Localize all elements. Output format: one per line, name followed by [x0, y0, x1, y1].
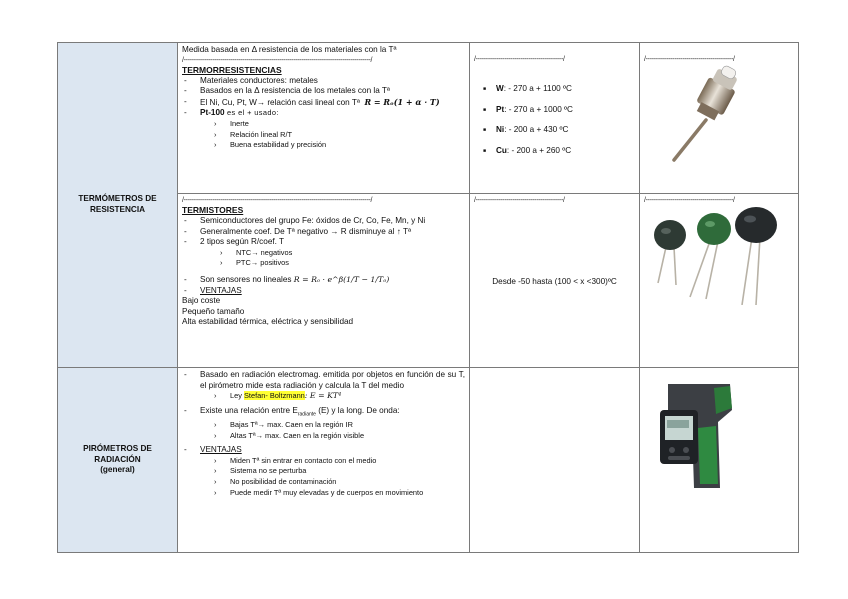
ley-prefix: Ley — [230, 391, 244, 401]
range-item — [480, 105, 629, 116]
list-item — [182, 445, 465, 456]
termistores-cell — [178, 194, 470, 368]
termistor-range-cell — [470, 194, 640, 368]
formula: R = Rₒ · e^β(1/T − 1/Tₒ) — [293, 274, 390, 284]
sub-item: › Altas Tª→ max. Caen en la región visible — [182, 431, 465, 442]
list-item: - Semiconductores del grupo Fe: óxidos de Cr, Co, Fe, Mn, y Ni — [182, 216, 465, 227]
row-label-resistencia — [58, 43, 178, 368]
separator: /-------------------------------------------/ — [474, 56, 565, 63]
pyrometer-icon — [658, 380, 738, 492]
range-value: : - 200 a + 430 ºC — [504, 125, 569, 135]
pyrometer-image-cell — [640, 368, 799, 553]
range-item — [480, 146, 629, 157]
sub-item: › Puede medir Tª muy elevadas y de cuerpos en movimiento — [182, 488, 465, 499]
formula: R = Rₒ(1 + α · T) — [364, 96, 440, 107]
sub-item: › Bajas Tª→ max. Caen en la región IR — [182, 420, 465, 431]
sub-item: › Buena estabilidad y precisión — [182, 140, 465, 151]
range-value: : - 200 a + 260 ºC — [506, 145, 572, 155]
document-table — [57, 42, 799, 553]
list-item: - 2 tipos según R/coef. T — [182, 237, 465, 248]
rtd-image-cell — [640, 43, 799, 194]
metal-label: W — [496, 84, 504, 93]
list-item-text: El Ni, Cu, Pt, W→ relación casi lineal con Tª — [200, 97, 360, 107]
ventaja-line: Alta estabilidad térmica, eléctrica y sensibilidad — [182, 317, 354, 327]
ventajas-title: VENTAJAS — [200, 285, 242, 295]
thermistor-image-cell — [640, 194, 799, 368]
sub-item — [182, 391, 465, 402]
sub-item: › Sistema no se perturba — [182, 466, 465, 477]
intro-text: Medida basada en Δ resistencia de los materiales con la Tª — [182, 45, 397, 54]
list-item: - Basado en radiación electromag. emitida por objetos en función de su T, el pirómetro mide esta radiación y calcula la T del medio — [182, 370, 465, 391]
list-item-text: Son sensores no lineales — [200, 274, 292, 284]
thermistors-icon — [644, 205, 794, 305]
sub-item: › No posibilidad de contaminación — [182, 477, 465, 488]
separator: /-------------------------------------------/ — [644, 197, 735, 204]
separator: /-------------------------------------------/ — [644, 56, 735, 63]
row-label-pirometros — [58, 368, 178, 553]
thermistor-image — [644, 205, 794, 305]
separator: /--------------------------------------------------------------------------------------------/ — [182, 56, 373, 64]
section-title: TERMISTORES — [182, 205, 244, 215]
list-item — [182, 286, 465, 297]
ventajas-title: VENTAJAS — [200, 445, 242, 455]
metal-label: Ni — [496, 125, 505, 135]
pirometros-cell — [178, 368, 470, 553]
empty-cell — [470, 368, 640, 553]
row-label-sub: (general) — [100, 465, 135, 475]
list-item: - Basados en la Δ resistencia de los metales con la Tª — [182, 86, 465, 97]
separator: /-------------------------------------------/ — [474, 197, 565, 204]
list-item — [182, 97, 465, 109]
formula: : E = KT⁴ — [304, 391, 342, 401]
list-item — [182, 275, 465, 286]
ranges-list — [474, 80, 635, 170]
pt100-label: Pt-100 — [200, 108, 225, 118]
metal-label: Pt — [496, 104, 505, 114]
termorresistencias-cell — [178, 43, 470, 194]
separator: /--------------------------------------------------------------------------------------------/ — [182, 197, 373, 204]
list-item: - Generalmente coef. De Tª negativo → R disminuye al ↑ Tª — [182, 227, 465, 238]
sub-item: › Inerte — [182, 119, 465, 130]
list-item-text: Existe una relación entre E — [200, 405, 298, 415]
sub-item: › NTC→ negativos — [182, 248, 465, 259]
pt100-suffix: es el + usado: — [224, 108, 279, 118]
metal-label: Cu — [496, 145, 507, 155]
pyrometer-image — [644, 370, 794, 492]
list-item: - Materiales conductores: metales — [182, 76, 465, 87]
range-item — [480, 125, 629, 136]
row-label-text: PIRÓMETROS DE RADIACIÓN — [83, 444, 152, 464]
range-value: : - 270 a + 1000 ºC — [504, 104, 573, 114]
rtd-probe-icon — [644, 64, 794, 174]
sub-item: › Miden Tª sin entrar en contacto con el medio — [182, 456, 465, 467]
rtd-probe-image — [644, 64, 794, 174]
list-item — [182, 406, 465, 420]
sub-item: › PTC→ positivos — [182, 258, 465, 269]
ley-name: Stefan- Boltzmann — [243, 391, 305, 401]
range-item — [480, 84, 629, 95]
ranges-cell — [470, 43, 640, 194]
ventaja-line: Pequeño tamaño — [182, 306, 245, 316]
list-item-text: (E) y la long. De onda: — [315, 405, 400, 415]
ventaja-line: Bajo coste — [182, 296, 221, 306]
subscript: radiante — [297, 411, 316, 418]
range-value: : - 270 a + 1100 ºC — [503, 84, 572, 93]
row-label-text: TERMÓMETROS DE RESISTENCIA — [78, 194, 157, 214]
section-title: TERMORRESISTENCIAS — [182, 64, 282, 75]
list-item — [182, 108, 465, 119]
termistor-range: Desde -50 hasta (100 < x <300)ºC — [492, 277, 617, 286]
sub-item: › Relación lineal R/T — [182, 130, 465, 141]
